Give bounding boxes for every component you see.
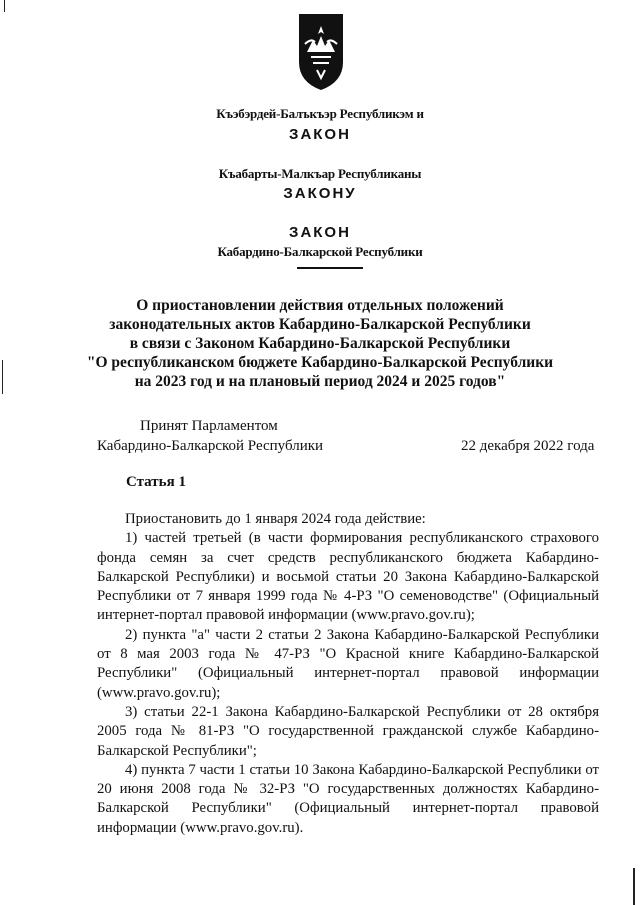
- kabardian-republic-name: Къэбэрдей-Балъкъэр Республикэм и: [216, 106, 424, 121]
- title-line: на 2023 год и на плановый период 2024 и 2025 годов": [134, 373, 506, 390]
- title-line: О приостановлении действия отдельных положений: [136, 297, 504, 314]
- title-line: "О республиканском бюджете Кабардино-Балкарской Республики: [86, 354, 554, 371]
- article-paragraph: 3) статьи 22-1 Закона Кабардино-Балкарской Республики от 28 октября 2005 года № 81-РЗ "О государственной гражданской службе Кабардино-Балкарской Республики";: [97, 703, 599, 759]
- title-line: законодательных актов Кабардино-Балкарской Республики: [109, 316, 531, 333]
- header-divider: [297, 267, 363, 269]
- adoption-line-2: Кабардино-Балкарской Республики: [97, 438, 324, 454]
- article-body: [97, 510, 599, 838]
- adoption-line-1: Принят Парламентом: [140, 418, 278, 434]
- russian-republic-name: Кабардино-Балкарской Республики: [217, 244, 423, 259]
- law-title: [0, 296, 640, 391]
- balkar-law-label: ЗАКОНУ: [283, 185, 357, 202]
- scan-mark-top-left: [4, 0, 5, 12]
- article-paragraph: 2) пункта "а" части 2 статьи 2 Закона Кабардино-Балкарской Республики от 8 мая 2003 года № 47-РЗ "О Красной книге Кабардино-Балкарской Республики" (Официальный интернет-портал правовой информации (www.pravo.gov.ru);: [97, 626, 599, 701]
- article-paragraph: 4) пункта 7 части 1 статьи 10 Закона Кабардино-Балкарской Республики от 20 июня 2008 года № 32-РЗ "О государственных должностях Кабардино-Балкарской Республики" (Официальный интернет-портал правовой информации (www.pravo.gov.ru).: [97, 761, 599, 836]
- coat-of-arms-emblem: [297, 12, 345, 92]
- article-paragraph: 1) частей третьей (в части формирования республиканского страхового фонда семян за счет средств республиканского бюджета Кабардино-Балкарской Республики) и восьмой статьи 20 Закона Кабардино-Балкарской Республики от 7 января 1999 года № 4-РЗ "О семеноводстве" (Официальный интернет-портал правовой информации (www.pravo.gov.ru);: [97, 530, 599, 624]
- kabardian-law-label: ЗАКОН: [289, 126, 351, 143]
- scan-mark-bottom-right: [633, 868, 635, 905]
- russian-law-label: ЗАКОН: [289, 224, 351, 241]
- article-heading: Статья 1: [126, 474, 186, 490]
- adoption-date: 22 декабря 2022 года: [461, 438, 595, 454]
- article-paragraph: Приостановить до 1 января 2024 года действие:: [125, 511, 426, 527]
- title-line: в связи с Законом Кабардино-Балкарской Республики: [129, 335, 511, 352]
- balkar-republic-name: Къабарты-Малкъар Республиканы: [218, 166, 422, 181]
